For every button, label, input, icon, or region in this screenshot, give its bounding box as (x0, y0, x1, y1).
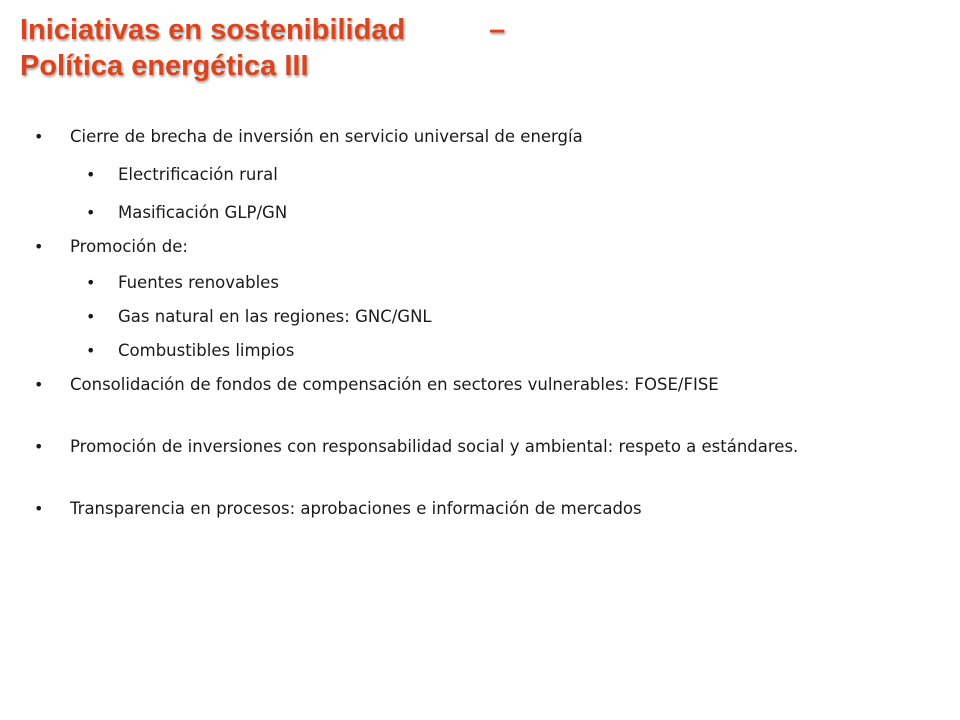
slide-title (20, 12, 505, 84)
title-line-2: Política energética III (20, 50, 309, 82)
sub-bullet-item (86, 340, 832, 362)
bullet-marker: • (86, 307, 96, 326)
bullet-text: Fuentes renovables (118, 273, 279, 292)
bullet-marker: • (34, 127, 44, 146)
bullet-item (34, 126, 832, 148)
sub-bullet-item (86, 306, 832, 328)
title-text-1: Iniciativas en sostenibilidad (20, 14, 406, 46)
sub-bullet-item (86, 164, 832, 186)
sub-bullet-item (86, 272, 832, 294)
bullet-marker: • (86, 203, 96, 222)
bullet-text: Masificación GLP/GN (118, 203, 288, 222)
bullet-marker: • (34, 437, 44, 456)
bullet-marker: • (86, 273, 96, 292)
bullet-marker: • (34, 375, 44, 394)
bullet-marker: • (34, 237, 44, 256)
bullet-text: Transparencia en procesos: aprobaciones e información de mercados (70, 499, 642, 518)
bullet-text: Electrificación rural (118, 165, 278, 184)
title-dash: – (489, 14, 506, 46)
title-line-1 (20, 12, 505, 48)
bullet-item (34, 236, 832, 258)
bullet-item (34, 436, 832, 458)
bullet-text: Combustibles limpios (118, 341, 295, 360)
bullet-marker: • (86, 165, 96, 184)
bullet-text: Consolidación de fondos de compensación en sectores vulnerables: FOSE/FISE (70, 375, 719, 394)
bullet-text: Gas natural en las regiones: GNC/GNL (118, 307, 432, 326)
sub-bullet-item (86, 202, 832, 224)
bullet-marker: • (34, 499, 44, 518)
bullet-text: Cierre de brecha de inversión en servicio universal de energía (70, 127, 583, 146)
bullet-item (34, 498, 832, 520)
bullet-marker: • (86, 341, 96, 360)
bullet-item (34, 374, 832, 396)
bullet-text: Promoción de inversiones con responsabilidad social y ambiental: respeto a estándares. (70, 437, 799, 456)
bullet-text: Promoción de: (70, 237, 188, 256)
